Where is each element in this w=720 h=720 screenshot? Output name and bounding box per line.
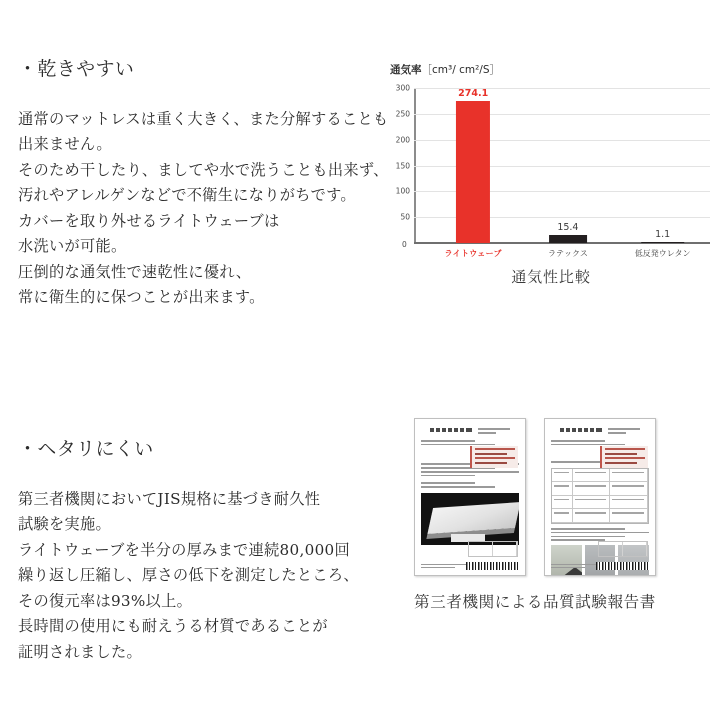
document-title-placeholder bbox=[560, 428, 602, 432]
mattress-photo-shape bbox=[427, 502, 519, 534]
body-line: その復元率は93%以上。 bbox=[18, 591, 193, 610]
body-line: そのため干したり、ましてや水で洗うことも出来ず、 bbox=[18, 160, 389, 179]
body-line: 証明されました。 bbox=[18, 642, 142, 661]
chart-y-tick-label: 250 bbox=[395, 109, 410, 119]
body-line: 水洗いが可能。 bbox=[18, 237, 127, 256]
body-line: 試験を実施。 bbox=[18, 515, 111, 534]
test-report-figure bbox=[404, 418, 666, 612]
chart-y-axis-label bbox=[390, 62, 500, 77]
document-footer bbox=[551, 562, 649, 570]
document-meta-placeholder bbox=[608, 428, 640, 436]
section-dry-heading: ・乾きやすい bbox=[18, 58, 135, 80]
document-body-lines bbox=[421, 440, 519, 445]
chart-x-tick-label-lightwave: ライトウェーブ bbox=[444, 249, 502, 258]
section-durable-heading: ・ヘタリにくい bbox=[18, 438, 154, 460]
section-dry-body bbox=[18, 107, 388, 311]
test-report-document-1[interactable] bbox=[414, 418, 526, 576]
chart-bar-group-memoryfoam[interactable] bbox=[615, 88, 710, 258]
document-body-lines bbox=[551, 440, 649, 445]
document-header bbox=[551, 428, 649, 436]
chart-y-tick-label: 200 bbox=[395, 135, 410, 145]
body-line: 常に衛生的に保つことが出来ます。 bbox=[18, 288, 265, 307]
section-dry-text-block bbox=[18, 58, 388, 311]
test-report-document-2[interactable] bbox=[544, 418, 656, 576]
document-seal-box bbox=[468, 541, 518, 557]
document-notes-lines bbox=[551, 528, 649, 541]
document-barcode bbox=[596, 562, 649, 570]
chart-plot-area bbox=[395, 83, 710, 258]
document-seal-box bbox=[598, 541, 648, 557]
chart-x-tick-label-memoryfoam: 低反発ウレタン bbox=[634, 249, 691, 258]
chart-y-tick-label-zero: 0 bbox=[402, 240, 407, 249]
chart-y-tick-label: 100 bbox=[395, 186, 410, 196]
document-header bbox=[421, 428, 519, 436]
test-report-thumbnails bbox=[404, 418, 666, 576]
document-results-table bbox=[551, 468, 649, 524]
document-title-placeholder bbox=[430, 428, 472, 432]
photo-sample-1 bbox=[551, 545, 582, 576]
chart-y-tick-label: 50 bbox=[400, 212, 410, 222]
body-line: 出来ません。 bbox=[18, 135, 112, 154]
body-line: 繰り返し圧縮し、厚さの低下を測定したところ、 bbox=[18, 566, 359, 585]
body-line: 長時間の使用にも耐えうる材質であることが bbox=[18, 617, 328, 636]
chart-bar-value-memoryfoam: 1.1 bbox=[655, 228, 671, 240]
chart-bar-value-latex: 15.4 bbox=[557, 222, 579, 234]
test-report-caption: 第三者機関による品質試験報告書 bbox=[414, 593, 656, 611]
document-barcode bbox=[466, 562, 519, 570]
chart-x-tick-label-latex: ラテックス bbox=[547, 249, 588, 258]
document-footer bbox=[421, 562, 519, 570]
chart-y-tick-label: 300 bbox=[395, 83, 410, 93]
section-durable-text-block bbox=[18, 438, 393, 665]
chart-bar-group-latex[interactable] bbox=[521, 88, 616, 258]
document-photo-mattress bbox=[421, 493, 519, 545]
body-line: 圧倒的な通気性で速乾性に優れ、 bbox=[18, 262, 252, 281]
body-line: 第三者機関においてJIS規格に基づき耐久性 bbox=[18, 489, 321, 508]
body-line: ライトウェーブを半分の厚みまで連続80,000回 bbox=[18, 540, 350, 559]
chart-y-axis-label-unit: ［cm³/ cm²/S］ bbox=[421, 64, 500, 76]
chart-bar-lightwave[interactable] bbox=[456, 101, 490, 243]
document-body-lines bbox=[421, 482, 519, 487]
body-line: 通常のマットレスは重く大きく、また分解することも bbox=[18, 109, 389, 128]
document-red-stamp bbox=[470, 446, 518, 468]
chart-bar-latex[interactable] bbox=[549, 235, 587, 243]
chart-bar-memoryfoam[interactable] bbox=[641, 242, 685, 243]
chart-title: 通気性比較 bbox=[511, 268, 591, 286]
chart-bar-group-lightwave[interactable] bbox=[426, 88, 521, 258]
chart-y-axis-label-main: 通気率 bbox=[390, 64, 422, 76]
document-red-stamp bbox=[600, 446, 648, 468]
chart-bar-value-lightwave: 274.1 bbox=[458, 88, 489, 100]
chart-y-tick-label: 150 bbox=[395, 161, 410, 170]
body-line: 汚れやアレルゲンなどで不衛生になりがちです。 bbox=[18, 186, 356, 205]
document-meta-placeholder bbox=[478, 428, 510, 436]
section-durable-body bbox=[18, 487, 393, 666]
breathability-bar-chart bbox=[388, 62, 714, 294]
body-line: カバーを取り外せるライトウェーブは bbox=[18, 211, 280, 230]
